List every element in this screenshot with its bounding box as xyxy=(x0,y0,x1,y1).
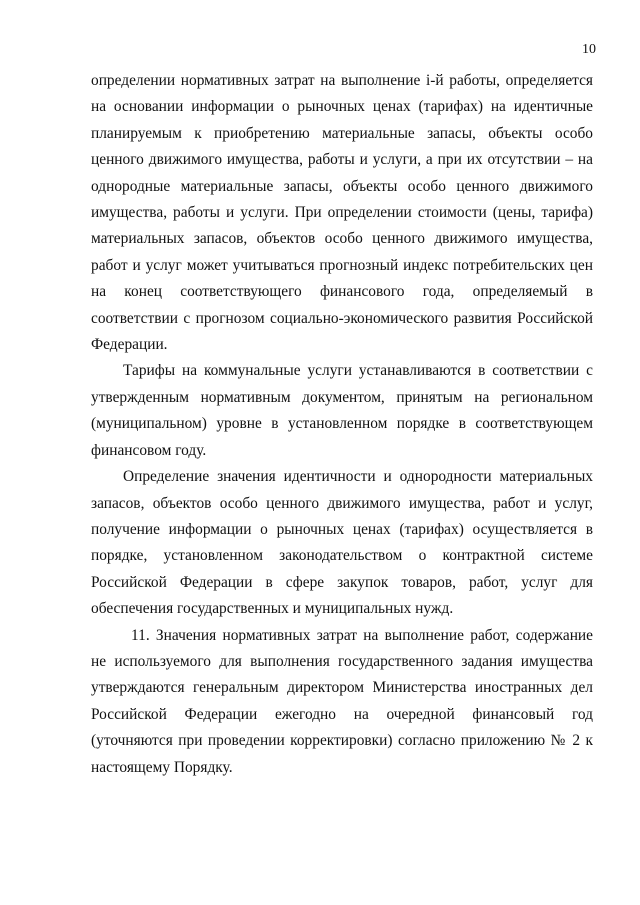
paragraph-item-11: 11. Значения нормативных затрат на выполнение работ, содержание не используемого для выполнения государственного задания имущества утверждаются генеральным директором Министерства иностранных дел Российской Федерации ежегодно на очередной финансовый год (уточняются при проведении корректировки) согласно приложению № 2 к настоящему Порядку. xyxy=(91,626,593,776)
paragraph-tariffs: Тарифы на коммунальные услуги устанавливаются в соответствии с утвержденным нормативным документом, принятым на региональном (муниципальном) уровне в установленном порядке в соответствующем финансовом году. xyxy=(91,362,593,459)
document-body xyxy=(91,68,593,781)
paragraph-continuation: определении нормативных затрат на выполнение i-й работы, определяется на основании информации о рыночных ценах (тарифах) на идентичные планируемым к приобретению материальные запасы, объекты особо ценного движимого имущества, работы и услуги, а при их отсутствии – на однородные материальные запасы, объекты особо ценного движимого имущества, работы и услуги. При определении стоимости (цены, тарифа) материальных запасов, объектов особо ценного движимого имущества, работ и услуг может учитываться прогнозный индекс потребительских цен на конец соответствующего финансового года, определяемый в соответствии с прогнозом социально-экономического развития Российской Федерации. xyxy=(91,72,593,354)
page-number: 10 xyxy=(582,42,596,57)
paragraph-identity-definition: Определение значения идентичности и однородности материальных запасов, объектов особо ценного движимого имущества, работ и услуг, получение информации о рыночных ценах (тарифах) осуществляется в порядке, установленном законодательством о контрактной системе Российской Федерации в сфере закупок товаров, работ, услуг для обеспечения государственных и муниципальных нужд. xyxy=(91,468,593,618)
